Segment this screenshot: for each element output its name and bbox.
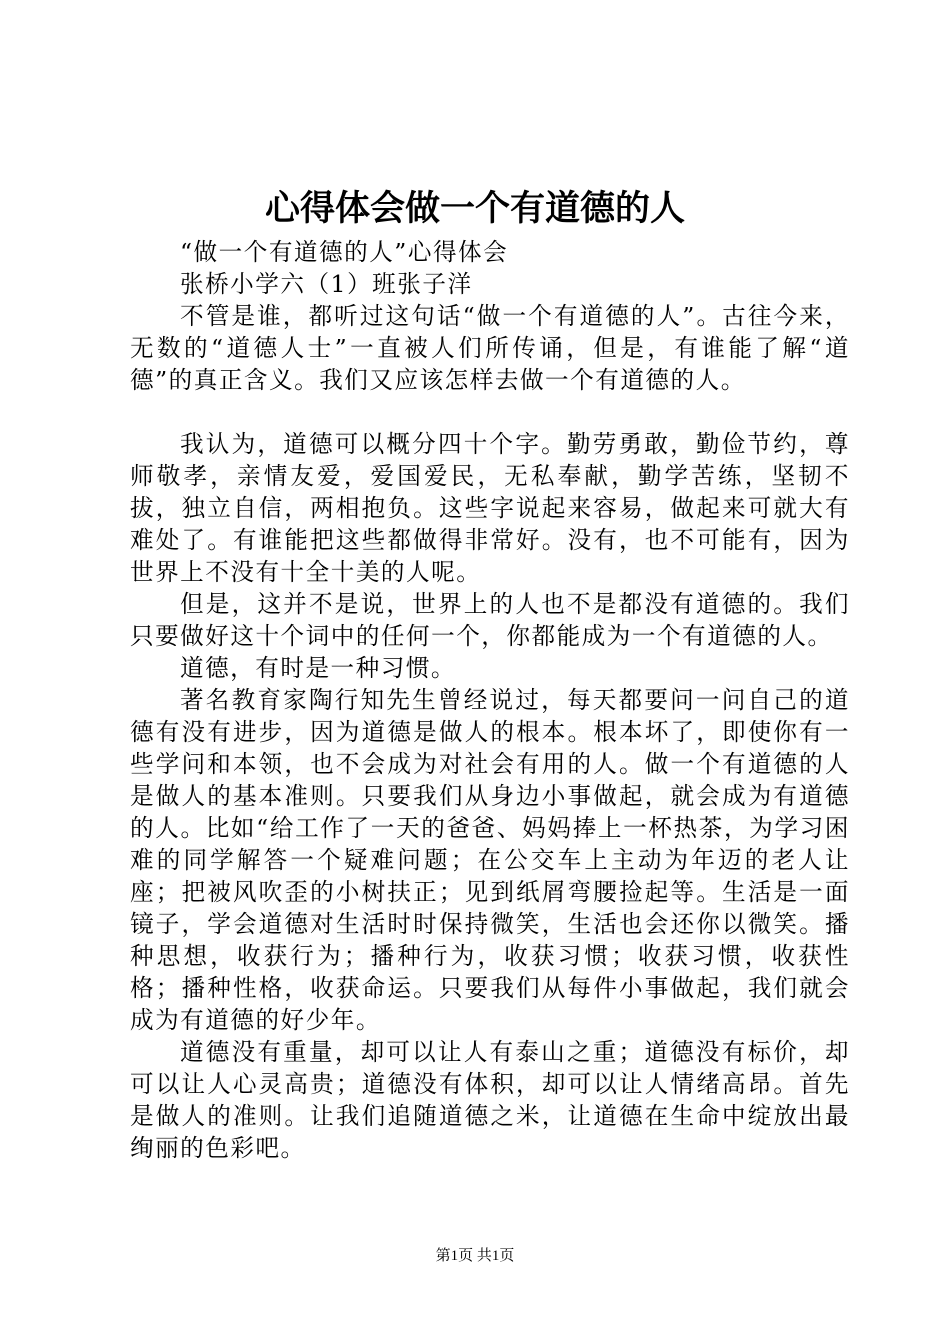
document-body bbox=[130, 236, 850, 1164]
body-paragraph: 道德没有重量，却可以让人有泰山之重；道德没有标价，却可以让人心灵高贵；道德没有体积，却可以让人情绪高昂。首先是做人的准则。让我们追随道德之米，让道德在生命中绽放出最绚丽的色彩吧。 bbox=[130, 1038, 850, 1162]
document-title: 心得体会做一个有道德的人 bbox=[264, 188, 685, 229]
body-paragraph: 著名教育家陶行知先生曾经说过，每天都要问一问自己的道德有没有进步，因为道德是做人的根本。根本坏了，即使你有一些学问和本领，也不会成为对社会有用的人。做一个有道德的人是做人的基本准则。只要我们从身边小事做起，就会成为有道德的人。比如“给工作了一天的爸爸、妈妈捧上一杯热茶，为学习困难的同学解答一个疑难问题；在公交车上主动为年迈的老人让座；把被风吹歪的小树扶正；见到纸屑弯腰捡起等。生活是一面镜子，学会道德对生活时时保持微笑，生活也会还你以微笑。播种思想，收获行为；播种行为，收获习惯；收获习惯，收获性格；播种性格，收获命运。只要我们从每件小事做起，我们就会成为有道德的好少年。 bbox=[130, 686, 850, 1034]
page-footer: 第1页 共1页 bbox=[435, 1248, 515, 1264]
body-paragraph: 我认为，道德可以概分四十个字。勤劳勇敢，勤俭节约，尊师敬孝，亲情友爱，爱国爱民，无私奉献，勤学苦练，坚韧不拔，独立自信，两相抱负。这些字说起来容易，做起来可就大有难处了。有谁能把这些都做得非常好。没有，也不可能有，因为世界上不没有十全十美的人呢。 bbox=[130, 430, 850, 586]
body-paragraph: 但是，这并不是说，世界上的人也不是都没有道德的。我们只要做好这十个词中的任何一个，你都能成为一个有道德的人。 bbox=[130, 590, 850, 650]
body-paragraph: 不管是谁，都听过这句话“做一个有道德的人”。古往今来，无数的“道德人士”一直被人们所传诵，但是，有谁能了解“道德”的真正含义。我们又应该怎样去做一个有道德的人。 bbox=[130, 302, 850, 394]
author-line: 张桥小学六（1）班张子洋 bbox=[180, 270, 473, 298]
subtitle-paragraph: “做一个有道德的人”心得体会 bbox=[180, 238, 509, 266]
body-paragraph: 道德，有时是一种习惯。 bbox=[180, 654, 457, 682]
